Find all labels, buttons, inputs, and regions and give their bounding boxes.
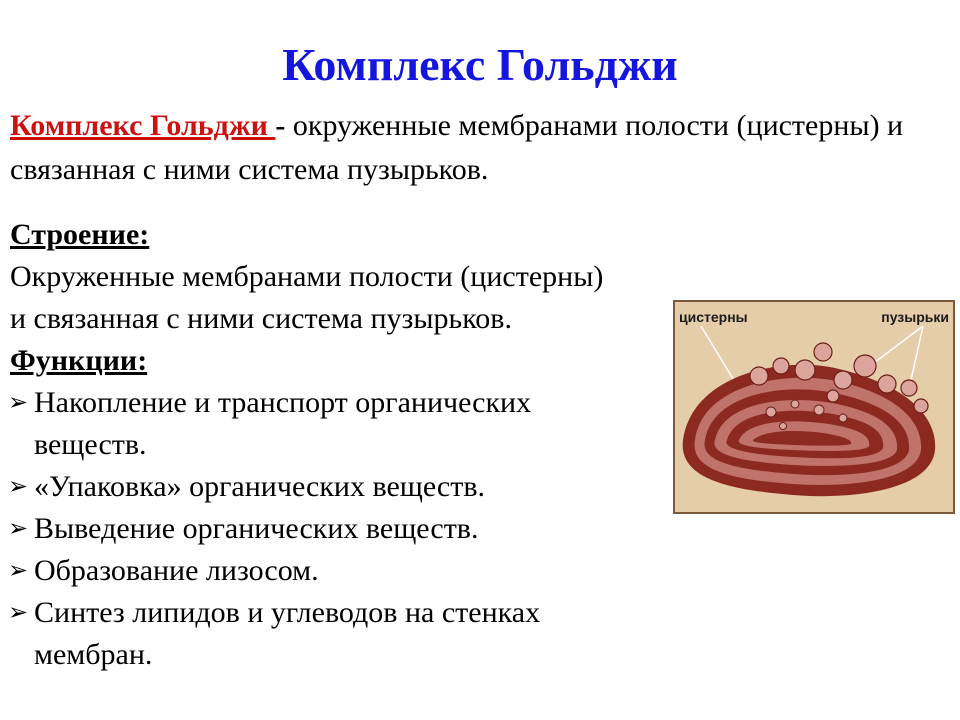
vesicle: [901, 380, 917, 396]
vesicle: [780, 423, 787, 430]
function-item: [10, 592, 700, 634]
vesicle: [766, 407, 776, 417]
definition-term: Комплекс Гольджи: [10, 109, 276, 142]
body-block: [10, 214, 700, 676]
vesicle: [814, 405, 824, 415]
vesicle: [795, 360, 815, 380]
structure-heading: Строение:: [10, 218, 150, 251]
function-item: [10, 508, 700, 550]
golgi-illustration: [673, 300, 955, 514]
vesicle: [854, 355, 876, 377]
slide-title: Комплекс Гольджи: [282, 39, 678, 90]
function-item-text: Образование лизосом.: [34, 554, 319, 587]
function-item-continuation: веществ.: [34, 428, 147, 461]
definition-dash: -: [275, 109, 286, 142]
figure-label-cisterns: цистерны: [679, 309, 748, 325]
definition-paragraph: [10, 104, 940, 192]
function-item: [10, 550, 700, 592]
function-item-text: Накопление и транспорт органических: [34, 386, 532, 419]
vesicle: [914, 399, 928, 413]
definition-text: окруженные мембранами полости (цистерны) и связанная с ними система пузырьков.: [10, 109, 904, 186]
function-item-continuation: мембран.: [34, 638, 153, 671]
arrow-bullet-icon: ➢: [8, 390, 29, 416]
function-item: [10, 382, 700, 424]
vesicle: [791, 400, 799, 408]
vesicle: [839, 414, 847, 422]
structure-line: Окруженные мембранами полости (цистерны): [10, 260, 604, 293]
function-item: [10, 466, 700, 508]
vesicle: [827, 390, 839, 402]
arrow-bullet-icon: ➢: [8, 600, 29, 626]
arrow-bullet-icon: ➢: [8, 516, 29, 542]
function-item-text: «Упаковка» органических веществ.: [34, 470, 486, 503]
vesicle: [834, 371, 852, 389]
function-item-text: Выведение органических веществ.: [34, 512, 479, 545]
functions-heading: Функции:: [10, 344, 148, 377]
function-item-text: Синтез липидов и углеводов на стенках: [34, 596, 541, 629]
vesicle: [750, 367, 768, 385]
arrow-bullet-icon: ➢: [8, 474, 29, 500]
structure-line: и связанная с ними система пузырьков.: [10, 302, 512, 335]
figure-label-vesicles: пузырьки: [881, 309, 949, 325]
vesicle: [773, 358, 789, 374]
vesicle: [814, 343, 832, 361]
arrow-bullet-icon: ➢: [8, 558, 29, 584]
vesicle: [878, 375, 896, 393]
